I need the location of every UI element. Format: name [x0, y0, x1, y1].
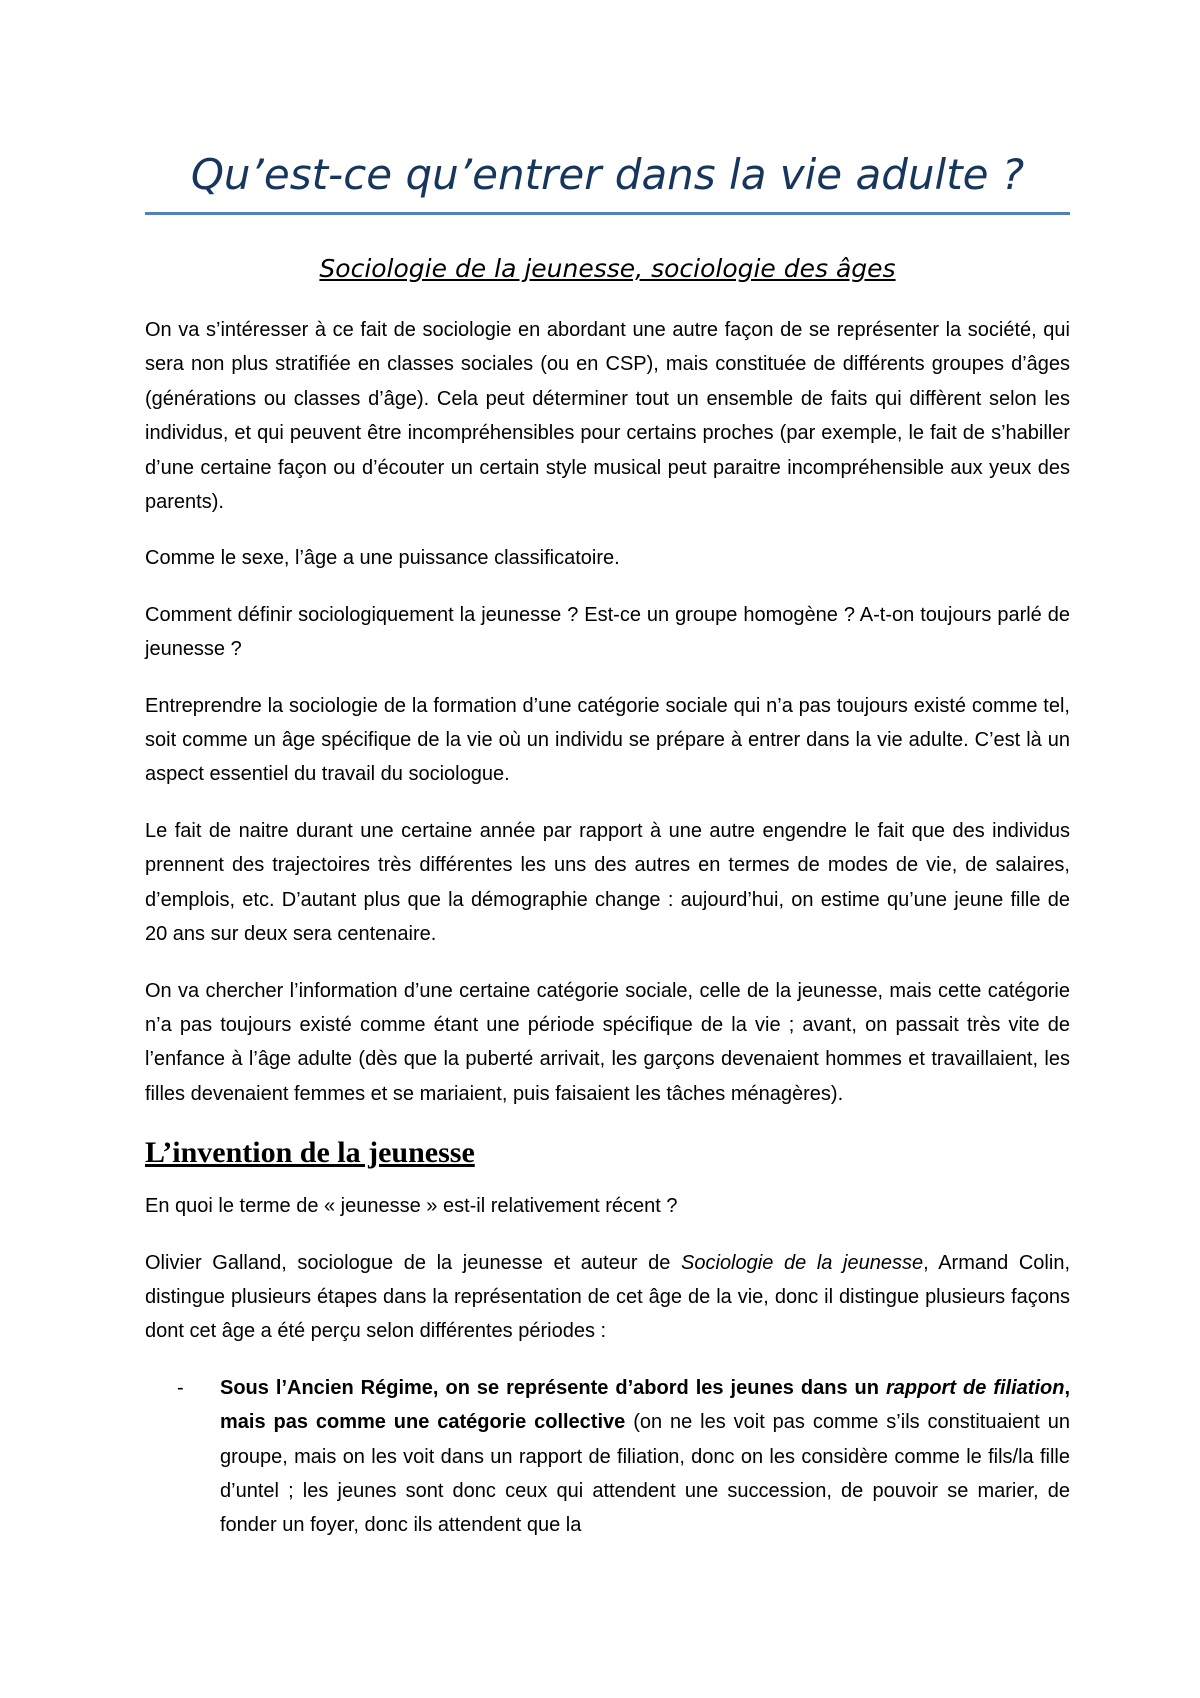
bullet-bold-end: , mais pas comme une catégorie collective — [220, 1376, 1070, 1434]
bullet-rest: (on ne les voit pas comme s’ils constituaient un groupe, mais on les voit dans un rapport de filiation, donc on les considère comme le fils/la fille d’untel ; les jeunes sont donc ceux qui attendent une succession, de pouvoir se marier, de fonder un foyer, donc ils attendent que la — [220, 1411, 1070, 1537]
list-item — [145, 1371, 1070, 1543]
section-question: En quoi le terme de « jeunesse » est-il relativement récent ? — [145, 1195, 678, 1218]
document-title: Qu’est-ce qu’entrer dans la vie adulte ? — [190, 150, 1025, 199]
bullet-bold-start: Sous l’Ancien Régime, on se représente d’abord les jeunes dans un — [220, 1376, 886, 1399]
paragraph-questions: Comment définir sociologiquement la jeunesse ? Est-ce un groupe homogène ? A-t-on toujours parlé de jeunesse ? — [145, 603, 1070, 661]
paragraph-intro: On va s’intéresser à ce fait de sociologie en abordant une autre façon de se représenter la société, qui sera non plus stratifiée en classes sociales (ou en CSP), mais constituée de différents groupes d’âges (générations ou classes d’âge). Cela peut déterminer tout un ensemble de faits qui diffèrent selon les individus, et qui peuvent être incompréhensibles pour certains proches (par exemple, le fait de s’habiller d’une certaine façon ou d’écouter un certain style musical peut paraitre incompréhensible aux yeux des parents). — [145, 319, 1070, 514]
paragraph-social-category: Entreprendre la sociologie de la formation d’une catégorie sociale qui n’a pas toujours existé comme tel, soit comme un âge spécifique de la vie où un individu se prépare à entrer dans la vie adulte. C’est là un aspect essentiel du travail du sociologue. — [145, 694, 1070, 786]
bullet-bold-italic: rapport de filiation — [886, 1376, 1065, 1399]
paragraph-birth-year: Le fait de naitre durant une certaine année par rapport à une autre engendre le fait que des individus prennent des trajectoires très différentes les uns des autres en termes de modes de vie, de salaires, d’emplois, etc. D’autant plus que la démographie change : aujourd’hui, on estime qu’une jeune fille de 20 ans sur deux sera centenaire. — [145, 819, 1070, 946]
document-subtitle: Sociologie de la jeunesse, sociologie des âges — [319, 254, 896, 283]
document-body — [145, 313, 1070, 1543]
paragraph-age-classification: Comme le sexe, l’âge a une puissance classificatoire. — [145, 547, 620, 570]
intro-book-title: Sociologie de la jeunesse — [681, 1251, 924, 1274]
section-intro — [145, 1246, 1070, 1349]
bullet-marker: - — [177, 1376, 184, 1399]
intro-text-start: Olivier Galland, sociologue de la jeunesse et auteur de — [145, 1251, 682, 1274]
paragraph-youth-category: On va chercher l’information d’une certaine catégorie sociale, celle de la jeunesse, mais cette catégorie n’a pas toujours existé comme étant une période spécifique de la vie ; avant, on passait très vite de l’enfance à l’âge adulte (dès que la puberté arrivait, les garçons devenaient hommes et travaillaient, les filles devenaient femmes et se mariaient, puis faisaient les tâches ménagères). — [145, 979, 1070, 1105]
title-underline-rule — [145, 212, 1070, 215]
section-heading: L’invention de la jeunesse — [145, 1136, 475, 1170]
intro-text-end: , Armand Colin, distingue plusieurs étapes dans la représentation de cet âge de la vie, donc il distingue plusieurs façons dont cet âge a été perçu selon différentes périodes : — [145, 1251, 1070, 1343]
